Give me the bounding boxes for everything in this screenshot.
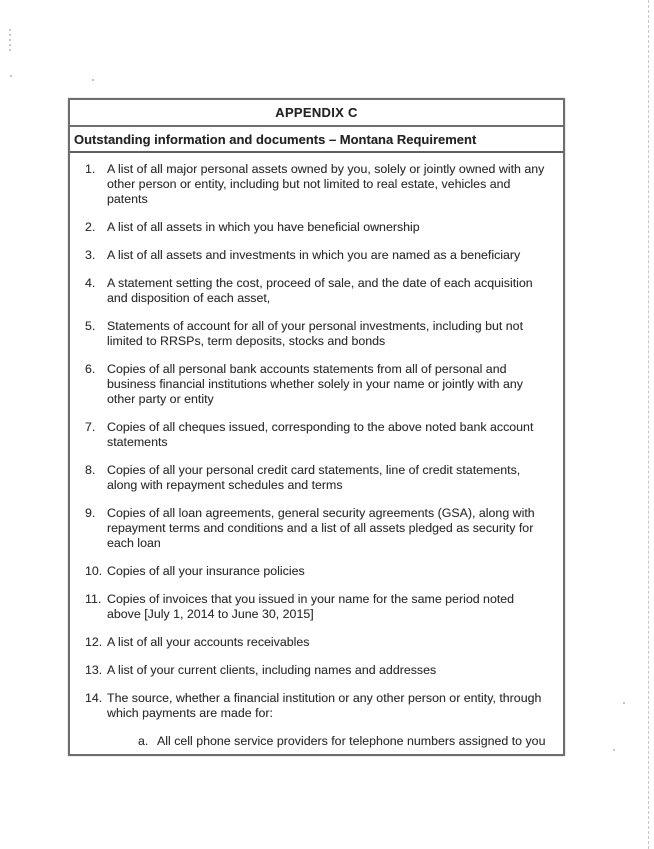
item-number: 12. (85, 635, 103, 649)
sub-item-text: All cell phone service providers for telephone numbers assigned to you (157, 734, 546, 748)
item-text: A list of all your accounts receivables (107, 635, 310, 649)
item-number: 11. (85, 592, 102, 606)
item-text: Copies of all your insurance policies (107, 564, 305, 578)
item-number: 4. (85, 276, 96, 290)
item-number: 8. (85, 463, 96, 477)
list-item (85, 506, 549, 551)
item-text: A list of all major personal assets owned by you, solely or jointly owned with any other person or entity, including but not limited to real estate, vehicles and patents (107, 162, 545, 206)
list-item (85, 162, 549, 207)
item-number: 1. (85, 162, 96, 176)
list-item (85, 663, 549, 678)
list-item (85, 592, 549, 622)
item-number: 14. (85, 691, 103, 705)
sub-list-item (138, 734, 549, 749)
scan-edge-dotted-line (648, 0, 649, 849)
scan-speck (9, 49, 11, 51)
item-number: 3. (85, 248, 96, 262)
item-text: Copies of invoices that you issued in your name for the same period noted above [July 1, 2014 to June 30, 2015] (107, 592, 515, 621)
appendix-table (68, 98, 565, 756)
sub-item-marker: a. (138, 734, 149, 748)
item-number: 2. (85, 220, 96, 234)
item-text: A list of all assets in which you have beneficial ownership (107, 220, 420, 234)
item-text: Copies of all your personal credit card statements, line of credit statements, along with repayment schedules and terms (107, 463, 521, 492)
list-item (85, 691, 549, 749)
list-item (85, 564, 549, 579)
item-number: 5. (85, 319, 96, 333)
list-item (85, 635, 549, 650)
appendix-title: APPENDIX C (70, 100, 563, 127)
scan-speck (9, 39, 11, 41)
list-item (85, 463, 549, 493)
list-item (85, 220, 549, 235)
item-number: 7. (85, 420, 96, 434)
item-text: Copies of all cheques issued, corresponding to the above noted bank account statements (107, 420, 534, 449)
scan-speck (92, 79, 94, 81)
list-item (85, 276, 549, 306)
list-item (85, 362, 549, 407)
item-text: Copies of all loan agreements, general security agreements (GSA), along with repayment terms and conditions and a list of all assets pledged as security for each loan (107, 506, 535, 550)
list-item (85, 319, 549, 349)
item-text-line: The source, whether a financial institution or any other person or entity, through which payments are made for: (107, 691, 542, 720)
item-number: 10. (85, 564, 103, 578)
item-number: 6. (85, 362, 96, 376)
item-text: A list of your current clients, including names and addresses (107, 663, 437, 677)
item-text: A statement setting the cost, proceed of sale, and the date of each acquisition and disposition of each asset, (107, 276, 533, 305)
scan-speck (10, 75, 12, 77)
scan-speck (9, 29, 11, 31)
item-text: Statements of account for all of your personal investments, including but not limited to RRSPs, term deposits, stocks and bonds (107, 319, 524, 348)
requirements-list (70, 153, 563, 754)
item-number: 13. (85, 663, 103, 677)
scan-speck (9, 34, 11, 36)
item-number: 9. (85, 506, 96, 520)
item-text (107, 691, 549, 749)
scan-speck (623, 702, 625, 704)
scan-speck (9, 44, 11, 46)
list-item (85, 420, 549, 450)
section-header: Outstanding information and documents – Montana Requirement (70, 127, 563, 153)
scan-speck (613, 749, 615, 751)
item-text: Copies of all personal bank accounts statements from all of personal and business financial institutions whether solely in your name or jointly with any other party or entity (107, 362, 523, 406)
item-text: A list of all assets and investments in which you are named as a beneficiary (107, 248, 521, 262)
list-item (85, 248, 549, 263)
